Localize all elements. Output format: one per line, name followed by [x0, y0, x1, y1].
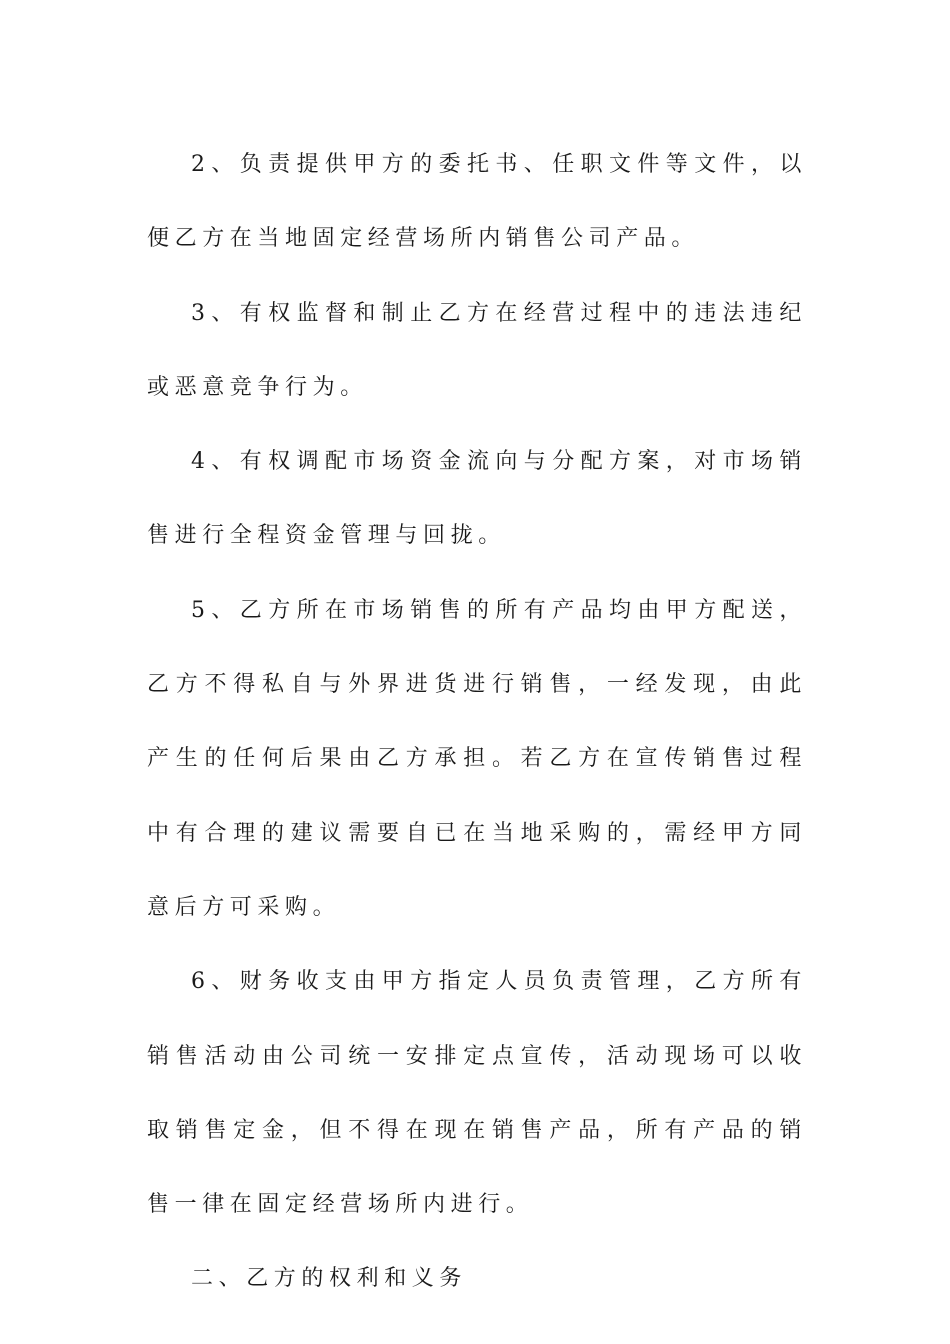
paragraph-item-6: 6、财务收支由甲方指定人员负责管理，乙方所有销售活动由公司统一安排定点宣传，活动现场可以收取销售定金，但不得在现在销售产品，所有产品的销售一律在固定经营场所内进行。 [147, 969, 807, 1218]
paragraph-item-3: 3、有权监督和制止乙方在经营过程中的违法违纪或恶意竞争行为。 [147, 300, 807, 400]
paragraph-item-2: 2、负责提供甲方的委托书、任职文件等文件，以便乙方在当地固定经营场所内销售公司产品。 [147, 152, 807, 252]
section-heading: 二、乙方的权利和义务 [191, 1266, 468, 1292]
document-body [147, 128, 807, 1317]
paragraph-item-5: 5、乙方所在市场销售的所有产品均由甲方配送，乙方不得私自与外界进货进行销售，一经发现，由此产生的任何后果由乙方承担。若乙方在宣传销售过程中有合理的建议需要自已在当地采购的，需经甲方同意后方可采购。 [147, 597, 807, 920]
paragraph-item-4: 4、有权调配市场资金流向与分配方案，对市场销售进行全程资金管理与回拢。 [147, 449, 807, 549]
